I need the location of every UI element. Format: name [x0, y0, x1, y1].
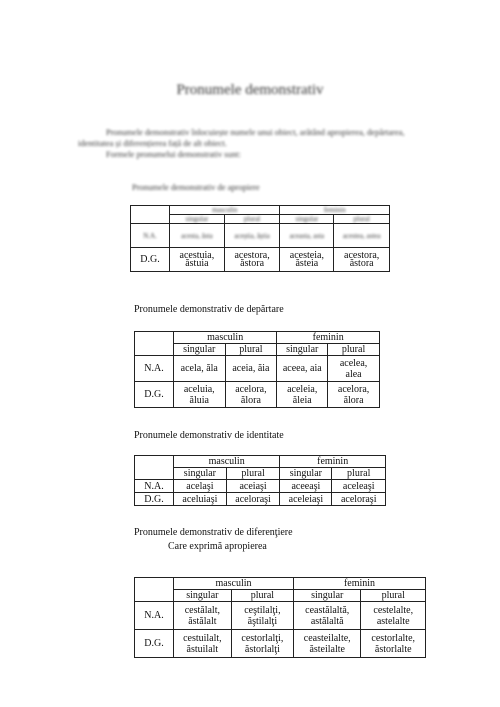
header-masculin: masculin — [170, 206, 280, 215]
table-cell: aceasta, asta — [280, 224, 334, 248]
row-label: N.A. — [135, 480, 174, 493]
header-singular: singular — [170, 215, 225, 224]
table-cell: acesta, ăsta — [170, 224, 225, 248]
header-plural: plural — [332, 468, 386, 480]
header-singular: singular — [294, 590, 361, 602]
header-singular: singular — [280, 468, 332, 480]
table-departare — [134, 331, 380, 408]
header-plural: plural — [334, 215, 390, 224]
row-label: D.G. — [131, 248, 170, 272]
row-label: N.A. — [135, 356, 174, 382]
table-diferentiere — [134, 577, 426, 658]
table-cell: cestuilalt, ăstuilalt — [174, 630, 232, 658]
header-feminin: feminin — [294, 578, 426, 590]
table-cell: ceştilalţi, ăştilalţi — [231, 602, 293, 630]
table-cell: ceastălaltă, astălaltă — [294, 602, 361, 630]
header-singular: singular — [174, 468, 227, 480]
table-cell: acelora, ălora — [328, 382, 380, 408]
corner-cell — [131, 206, 170, 224]
header-singular: singular — [280, 215, 334, 224]
header-plural: plural — [231, 590, 293, 602]
table-cell: acestuia, ăstuia — [170, 248, 225, 272]
table-cell: aceleiaşi — [280, 493, 332, 506]
table-cell: acelaşi — [174, 480, 227, 493]
header-singular: singular — [174, 344, 226, 356]
caption-apropiere: Pronumele demonstrativ de apropiere — [132, 182, 260, 192]
table-cell: acestea, astea — [334, 224, 390, 248]
table-cell: acelea, alea — [328, 356, 380, 382]
table-cell: aceștia, ăștia — [224, 224, 280, 248]
header-singular: singular — [277, 344, 328, 356]
corner-cell — [135, 332, 174, 356]
row-label: N.A. — [135, 602, 174, 630]
table-cell: acela, ăla — [174, 356, 226, 382]
caption-departare: Pronumele demonstrativ de depărtare — [134, 304, 284, 315]
header-feminin: feminin — [280, 456, 386, 468]
caption-identitate: Pronumele demonstrativ de identitate — [134, 430, 284, 441]
table-cell: acelora, ălora — [225, 382, 277, 408]
table-cell: aceleia, ăleia — [277, 382, 328, 408]
table-cell: aceia, ăia — [225, 356, 277, 382]
page-title: Pronumele demonstrativ — [176, 82, 324, 98]
intro-paragraph — [78, 127, 418, 160]
header-masculin: masculin — [174, 332, 277, 344]
row-label: D.G. — [135, 493, 174, 506]
table-cell: aceiaşi — [226, 480, 280, 493]
table-cell: acesteia, ăsteia — [280, 248, 334, 272]
row-label: D.G. — [135, 382, 174, 408]
header-singular: singular — [174, 590, 232, 602]
header-masculin: masculin — [174, 456, 280, 468]
table-cell: acestora, ăstora — [334, 248, 390, 272]
intro-p2: Formele pronumelui demonstrativ sunt: — [106, 149, 241, 159]
table-cell: cestălalt, ăstălalt — [174, 602, 232, 630]
intro-p1: Pronumele demonstrativ înlocuiește numele unui obiect, arătând apropierea, depărtarea, identitatea și diferențierea față de alt obiect. — [78, 127, 405, 148]
table-cell: aceleaşi — [332, 480, 386, 493]
table-cell: aceluiaşi — [174, 493, 227, 506]
header-feminin: feminin — [277, 332, 380, 344]
table-cell: aceeaşi — [280, 480, 332, 493]
subcaption-apropierea: Care exprimă apropierea — [168, 541, 267, 552]
table-cell: cestorlalte, ăstorlalte — [361, 630, 426, 658]
header-plural: plural — [225, 344, 277, 356]
header-feminin: feminin — [280, 206, 390, 215]
table-cell: aceluia, ăluia — [174, 382, 226, 408]
row-label: D.G. — [135, 630, 174, 658]
table-cell: acestora, ăstora — [224, 248, 280, 272]
table-cell: ceasteilalte, ăsteilalte — [294, 630, 361, 658]
corner-cell — [135, 456, 174, 480]
table-cell: aceea, aia — [277, 356, 328, 382]
header-masculin: masculin — [174, 578, 294, 590]
header-plural: plural — [224, 215, 280, 224]
caption-diferentiere: Pronumele demonstrativ de diferenţiere — [134, 527, 293, 538]
header-plural: plural — [328, 344, 380, 356]
header-plural: plural — [361, 590, 426, 602]
table-identitate — [134, 455, 386, 506]
table-apropiere — [130, 205, 390, 272]
table-cell: cestelalte, astelalte — [361, 602, 426, 630]
corner-cell — [135, 578, 174, 602]
table-cell: aceloraşi — [332, 493, 386, 506]
table-cell: cestorlalţi, ăstorlalţi — [231, 630, 293, 658]
table-cell: aceloraşi — [226, 493, 280, 506]
header-plural: plural — [226, 468, 280, 480]
row-label: N.A. — [131, 224, 170, 248]
